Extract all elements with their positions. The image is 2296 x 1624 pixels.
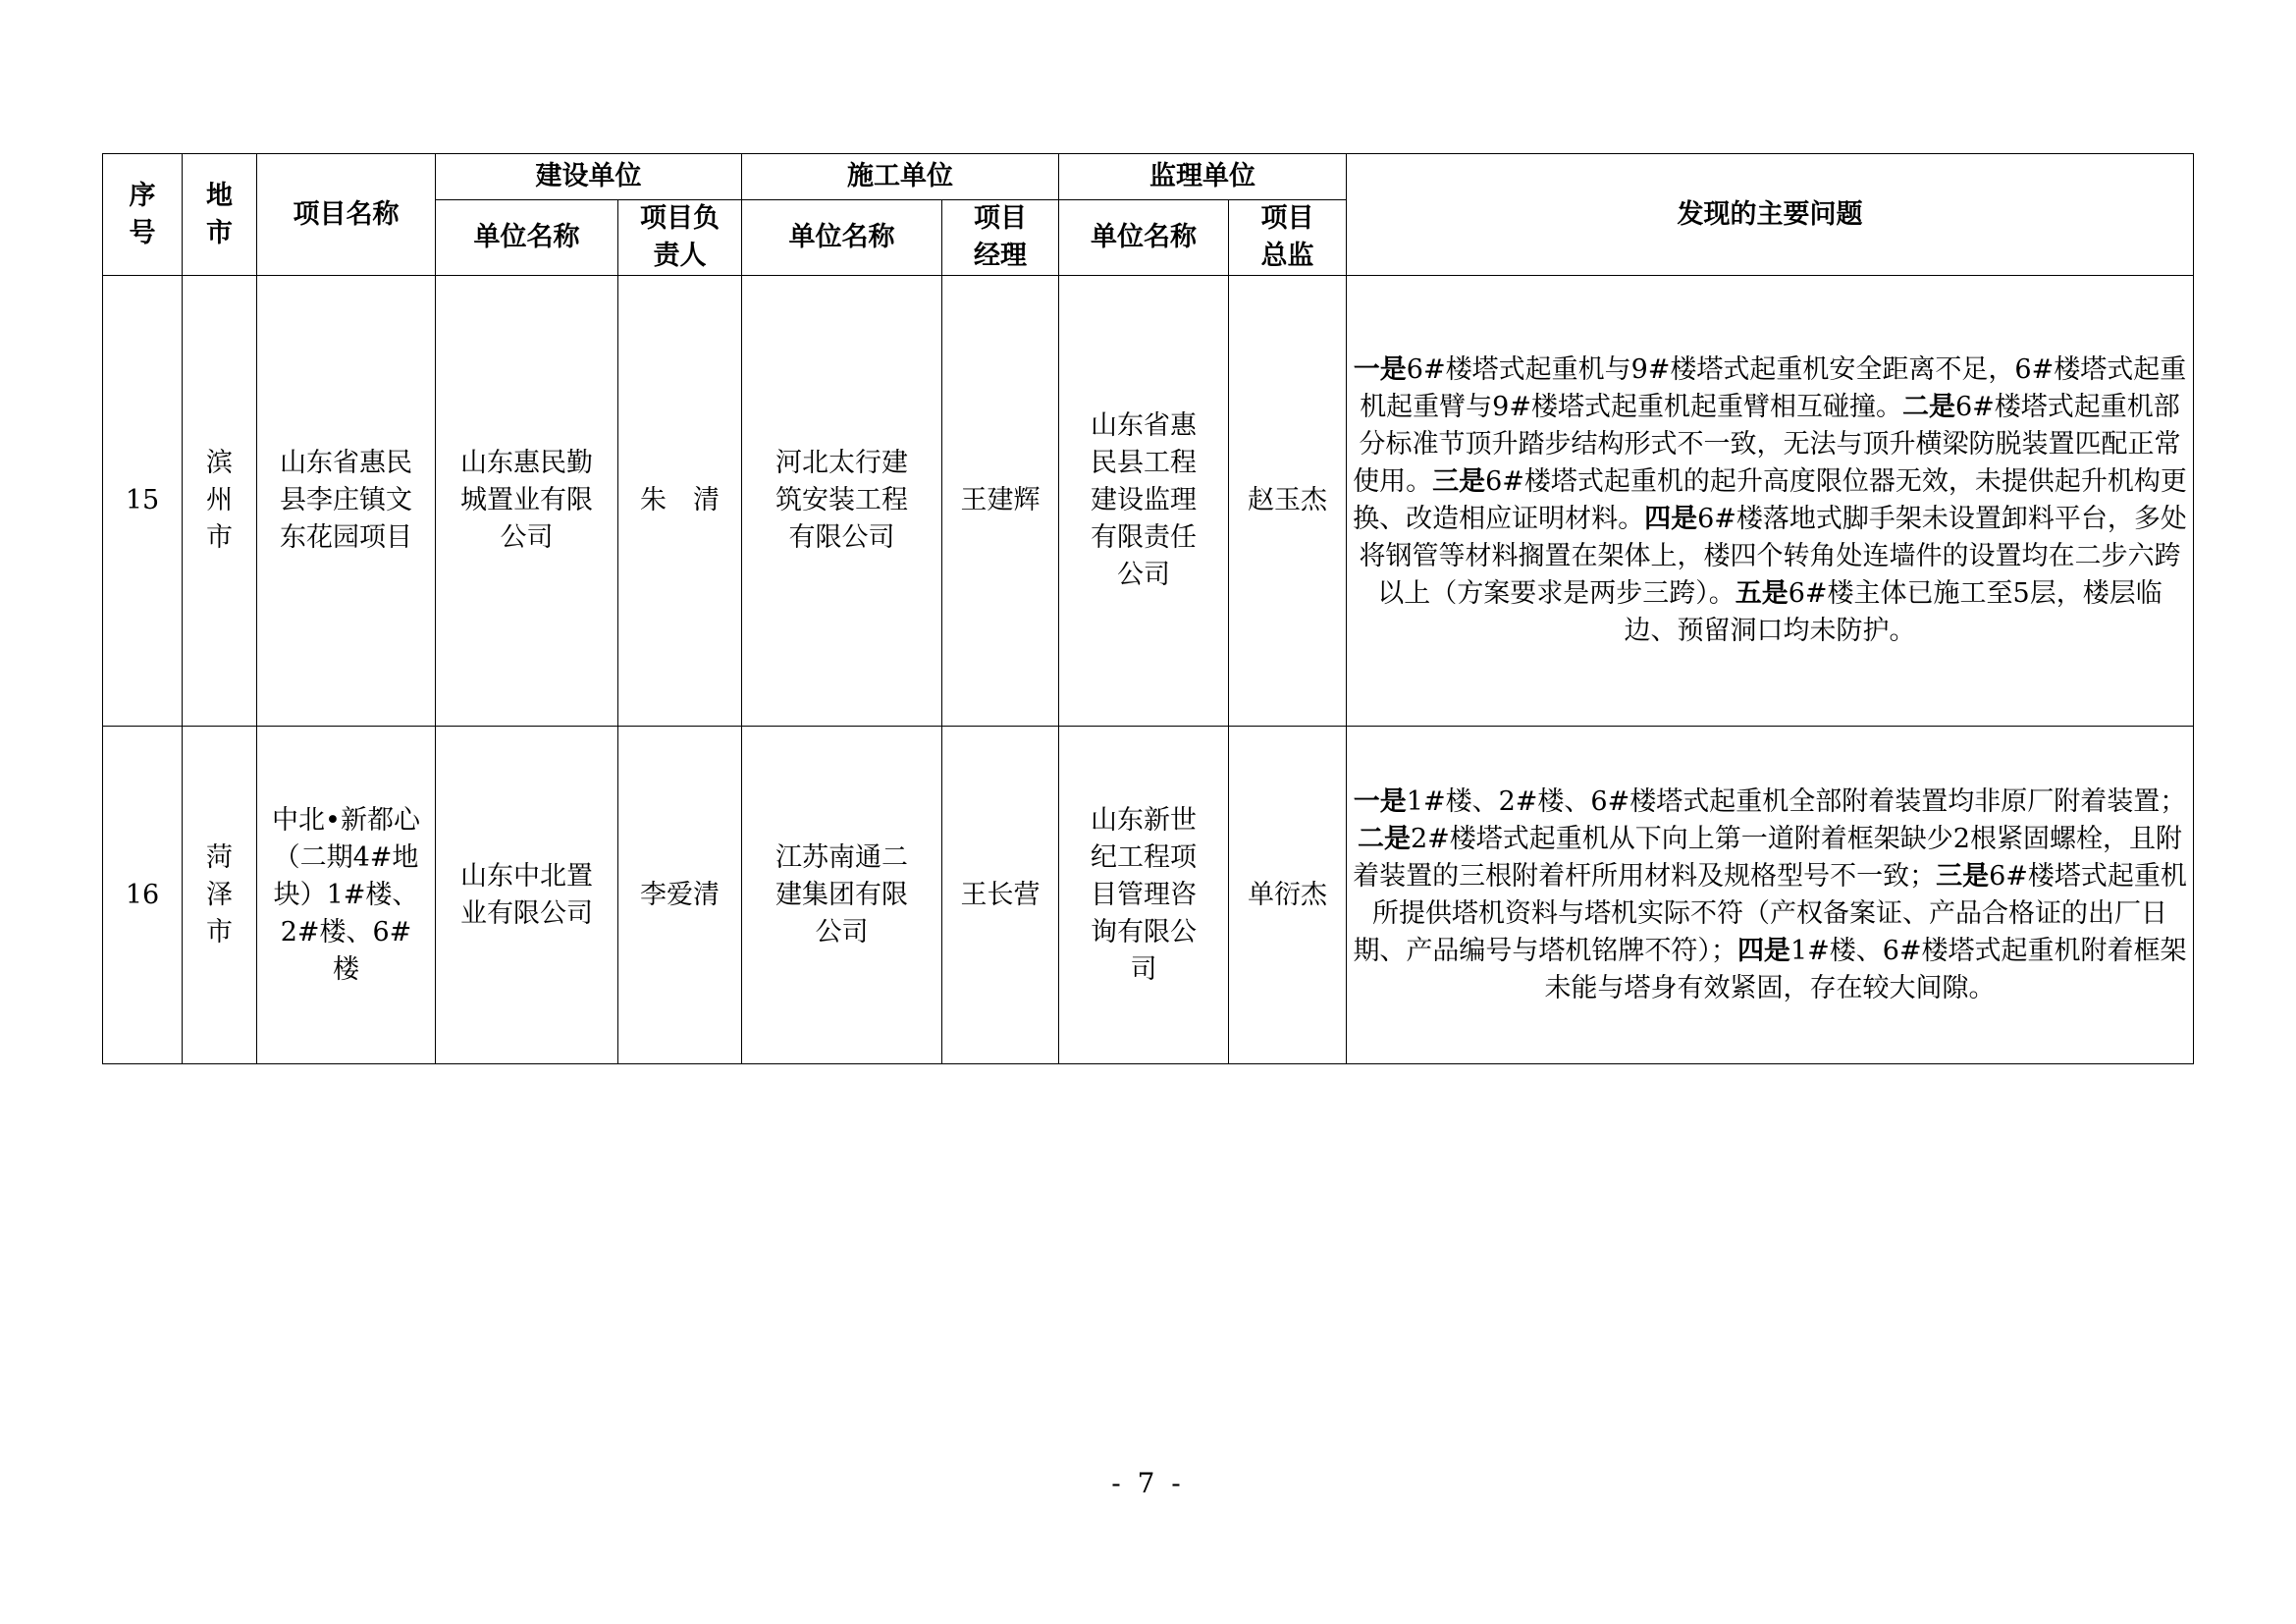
problem-text: 1#楼、6#楼塔式起重机附着框架未能与塔身有效紧固，存在较大间隙。 [1544, 935, 2187, 1003]
problem-text: 6#楼塔式起重机部分标准节顶升踏步结构形式不一致，无法与顶升横梁防脱装置匹配正常使用。 [1353, 392, 2181, 497]
header-supervisor-unit: 单位名称 [1059, 200, 1229, 276]
contractor-unit-cell: 江苏南通二建集团有限公司 [742, 727, 942, 1064]
seq-cell: 16 [103, 727, 183, 1064]
city-cell: 滨州市 [183, 276, 257, 727]
contractor-person-cell: 王长营 [942, 727, 1059, 1064]
header-contractor-unit: 单位名称 [742, 200, 942, 276]
page-number: - 7 - [1111, 1467, 1185, 1499]
problem-text: 6#楼塔式起重机所提供塔机资料与塔机实际不符（产权备案证、产品合格证的出厂日期、产品编号与塔机铭牌不符）； [1353, 860, 2187, 966]
header-contractor-person: 项目经理 [942, 200, 1059, 276]
contractor-unit-cell: 河北太行建筑安装工程有限公司 [742, 276, 942, 727]
header-supervisor-person: 项目总监 [1229, 200, 1347, 276]
owner-unit-cell: 山东中北置业有限公司 [436, 727, 618, 1064]
supervisor-unit-cell: 山东新世纪工程项目管理咨询有限公司 [1059, 727, 1229, 1064]
contractor-person-cell: 王建辉 [942, 276, 1059, 727]
header-owner-unit: 单位名称 [436, 200, 618, 276]
problems-cell [1347, 727, 2194, 1064]
problems-cell [1347, 276, 2194, 727]
problem-label: 一是 [1353, 354, 1407, 385]
header-project-name: 项目名称 [257, 154, 436, 276]
header-seq: 序号 [103, 154, 183, 276]
header-owner-group: 建设单位 [436, 154, 742, 200]
project-cell: 山东省惠民县李庄镇文东花园项目 [257, 276, 436, 727]
problem-label: 三是 [1936, 860, 1990, 892]
header-problems: 发现的主要问题 [1347, 154, 2194, 276]
inspection-table [102, 153, 2194, 1064]
problem-text: 6#楼塔式起重机与9#楼塔式起重机安全距离不足，6#楼塔式起重机起重臂与9#楼塔式起重机起重臂相互碰撞。 [1360, 354, 2187, 422]
problem-text: 1#楼、2#楼、6#楼塔式起重机全部附着装置均非原厂附着装置； [1406, 785, 2187, 817]
header-supervisor-group: 监理单位 [1059, 154, 1347, 200]
supervisor-person-cell: 赵玉杰 [1229, 276, 1347, 727]
supervisor-unit-cell: 山东省惠民县工程建设监理有限责任公司 [1059, 276, 1229, 727]
problem-label: 二是 [1902, 392, 1955, 422]
table-row [103, 276, 2194, 727]
problem-text: 2#楼塔式起重机从下向上第一道附着框架缺少2根紧固螺栓，且附着装置的三根附着杆所用材料及规格型号不一致； [1353, 823, 2182, 892]
header-city: 地市 [183, 154, 257, 276]
owner-person-cell: 李爱清 [618, 727, 742, 1064]
problem-label: 二是 [1358, 823, 1411, 854]
problem-label: 五是 [1735, 578, 1789, 609]
seq-cell: 15 [103, 276, 183, 727]
project-cell: 中北•新都心（二期4#地块）1#楼、2#楼、6#楼 [257, 727, 436, 1064]
owner-unit-cell: 山东惠民勤城置业有限公司 [436, 276, 618, 727]
owner-person-cell: 朱 清 [618, 276, 742, 727]
problem-label: 四是 [1736, 935, 1790, 966]
city-cell: 菏泽市 [183, 727, 257, 1064]
header-owner-person: 项目负责人 [618, 200, 742, 276]
problem-text: 6#楼落地式脚手架未设置卸料平台，多处将钢管等材料搁置在架体上，楼四个转角处连墙件的设置均在二步六跨以上（方案要求是两步三跨）。 [1359, 504, 2187, 609]
problem-text: 6#楼塔式起重机的起升高度限位器无效，未提供起升机构更换、改造相应证明材料。 [1353, 466, 2187, 534]
problem-label: 三是 [1432, 466, 1486, 497]
table-row [103, 727, 2194, 1064]
problem-label: 四是 [1644, 504, 1698, 534]
problem-label: 一是 [1353, 785, 1407, 817]
header-contractor-group: 施工单位 [742, 154, 1059, 200]
supervisor-person-cell: 单衍杰 [1229, 727, 1347, 1064]
problem-text: 6#楼主体已施工至5层，楼层临边、预留洞口均未防护。 [1624, 578, 2163, 646]
